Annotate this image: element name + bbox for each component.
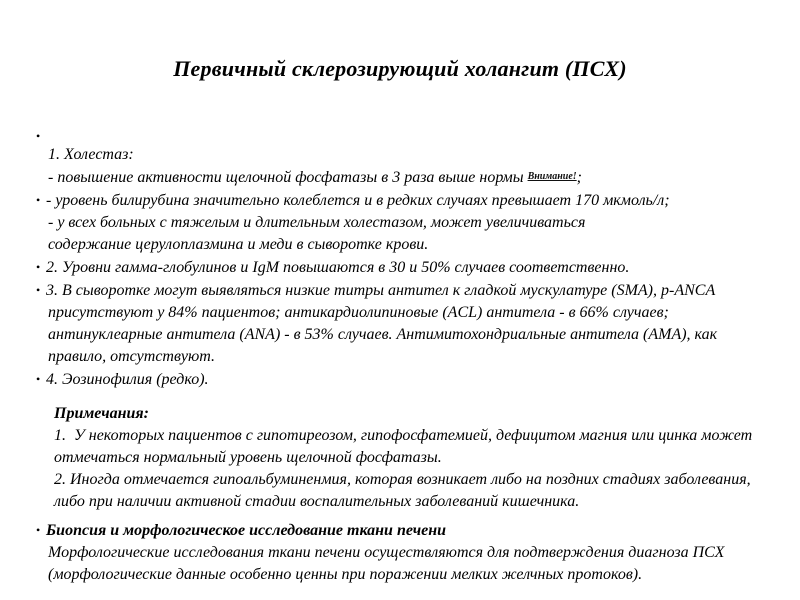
bullet-icon: • xyxy=(36,372,41,386)
text-line xyxy=(36,302,788,324)
text-line xyxy=(36,346,788,368)
line-text: Морфологические исследования ткани печени осуществляются для подтверждения диагноза ПСХ xyxy=(48,544,725,561)
line-text: присутствуют у 84% пациентов; антикардиолипиновые (ACL) антитела - в 66% случаев; xyxy=(48,304,669,321)
line-text: 2. Иногда отмечается гипоальбуминенмия, которая возникает либо на поздних стадиях заболевания, xyxy=(54,471,751,488)
text-line xyxy=(36,166,788,189)
line-text: (морфологические данные особенно ценны при поражении мелких желчных протоков). xyxy=(48,566,643,583)
text-line xyxy=(36,234,788,256)
line-text: - уровень билирубина значительно колеблется и в редких случаях превышает 170 мкмоль/л; xyxy=(46,192,670,209)
text-line xyxy=(36,425,788,447)
text-line xyxy=(36,128,788,144)
text-line xyxy=(36,447,788,469)
text-line xyxy=(36,324,788,346)
text-line xyxy=(36,256,788,279)
bullet-icon: • xyxy=(36,283,41,297)
text-line xyxy=(36,279,788,302)
text-line xyxy=(36,189,788,212)
line-text: правило, отсутствуют. xyxy=(48,348,216,365)
line-text: Биопсия и морфологическое исследование ткани печени xyxy=(46,522,447,539)
bullet-icon: • xyxy=(36,129,41,143)
line-text: антинуклеарные антитела (ANA) - в 53% случаев. Антимитохондриальные антитела (АМА), как xyxy=(48,326,718,343)
bullet-icon: • xyxy=(36,523,41,537)
text-line xyxy=(36,491,788,513)
slide-title: Первичный склерозирующий холангит (ПСХ) xyxy=(173,56,627,81)
bullet-icon: • xyxy=(36,260,41,274)
line-text: 3. В сыворотке могут выявляться низкие титры антител к гладкой мускулатуре (SMA), p-ANCA xyxy=(46,282,716,299)
text-line xyxy=(36,564,788,586)
line-text: Примечания: xyxy=(54,405,149,422)
line-text: 2. Уровни гамма-глобулинов и IgM повышаются в 30 и 50% случаев соответственно. xyxy=(46,259,630,276)
line-text: - повышение активности щелочной фосфатазы в 3 раза выше нормы xyxy=(48,169,528,186)
bullet-icon: • xyxy=(36,193,41,207)
text-line xyxy=(36,542,788,564)
line-text: содержание церулоплазмина и меди в сыворотке крови. xyxy=(48,236,429,253)
line-text: - у всех больных с тяжелым и длительным холестазом, может увеличиваться xyxy=(48,214,586,231)
line-text-after: ; xyxy=(576,169,582,186)
line-text: 1. У некоторых пациентов с гипотиреозом, гипофосфатемией, дефицитом магния или цинка может xyxy=(54,427,753,444)
text-line xyxy=(36,519,788,542)
text-line xyxy=(36,144,788,166)
line-text: отмечаться нормальный уровень щелочной фосфатазы. xyxy=(54,449,442,466)
text-line xyxy=(36,212,788,234)
line-text: либо при наличии активной стадии воспалительных заболеваний кишечника. xyxy=(54,493,580,510)
text-line xyxy=(36,469,788,491)
text-line xyxy=(36,403,788,425)
line-text: 4. Эозинофилия (редко). xyxy=(46,371,209,388)
content xyxy=(36,128,788,586)
spacer-line xyxy=(36,391,788,403)
attention-link[interactable]: Внимание! xyxy=(527,171,577,182)
text-line xyxy=(36,368,788,391)
line-text: 1. Холестаз: xyxy=(48,146,134,163)
